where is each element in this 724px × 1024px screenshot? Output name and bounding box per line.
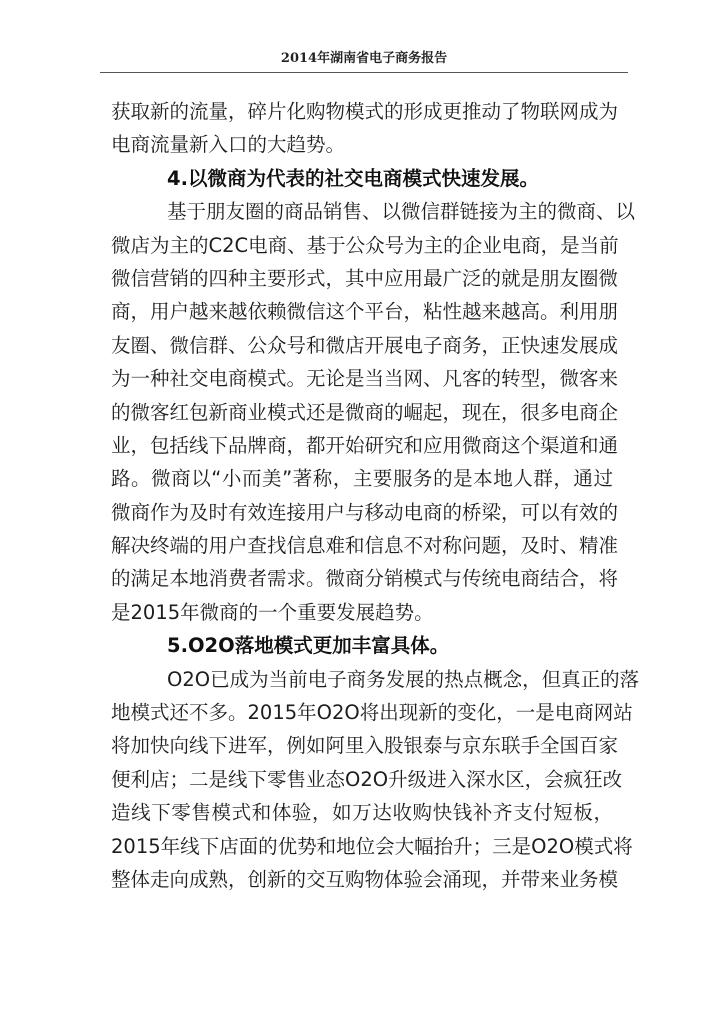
body-line: 为一种社交电商模式。无论是当当网、凡客的转型，微客来: [111, 367, 619, 391]
section-heading-4: 4.以微商为代表的社交电商模式快速发展。: [167, 166, 539, 190]
paragraph-start: 基于朋友圈的商品销售、以微信群链接为主的微商、以: [167, 200, 636, 224]
body-line: 地模式还不多。2015年O2O将出现新的变化，一是电商网站: [111, 701, 633, 725]
header-title: 2014年湖南省电子商务报告: [280, 51, 448, 66]
body-line: 的微客红包新商业模式还是微商的崛起，现在，很多电商企: [111, 400, 619, 424]
body-line: 微店为主的C2C电商、基于公众号为主的企业电商，是当前: [111, 233, 619, 257]
body-line: 整体走向成熟，创新的交互购物体验会涌现，并带来业务模: [111, 867, 619, 891]
page-body: [111, 95, 640, 896]
section-heading-5: 5.O2O落地模式更加丰富具体。: [167, 634, 450, 658]
body-line: 友圈、微信群、公众号和微店开展电子商务，正快速发展成: [111, 333, 619, 357]
body-line: 便利店；二是线下零售业态O2O升级进入深水区，会疯狂改: [111, 767, 623, 791]
body-line: 商，用户越来越依赖微信这个平台，粘性越来越高。利用朋: [111, 300, 619, 324]
body-line: 路。微商以“小而美”著称，主要服务的是本地人群，通过: [111, 467, 613, 491]
body-line: 2015年线下店面的优势和地位会大幅抬升；三是O2O模式将: [111, 834, 633, 858]
body-line: 是2015年微商的一个重要发展趋势。: [111, 600, 434, 624]
body-line: 将加快向线下进军，例如阿里入股银泰与京东联手全国百家: [111, 734, 619, 758]
body-line: 解决终端的用户查找信息难和信息不对称问题，及时、精准: [111, 534, 619, 558]
body-line: 获取新的流量，碎片化购物模式的形成更推动了物联网成为: [111, 100, 619, 123]
paragraph-start: O2O已成为当前电子商务发展的热点概念，但真正的落: [167, 667, 640, 691]
body-line: 电商流量新入口的大趋势。: [111, 133, 346, 157]
body-line: 造线下零售模式和体验，如万达收购快钱补齐支付短板，: [111, 801, 613, 825]
body-line: 业，包括线下品牌商，都开始研究和应用微商这个渠道和通: [111, 433, 619, 457]
body-line: 的满足本地消费者需求。微商分销模式与传统电商结合，将: [111, 567, 619, 591]
running-header: [100, 50, 628, 68]
body-line: 微商作为及时有效连接用户与移动电商的桥梁，可以有效的: [111, 500, 619, 524]
header-divider: [100, 72, 628, 73]
body-line: 微信营销的四种主要形式，其中应用最广泛的就是朋友圈微: [111, 266, 619, 290]
